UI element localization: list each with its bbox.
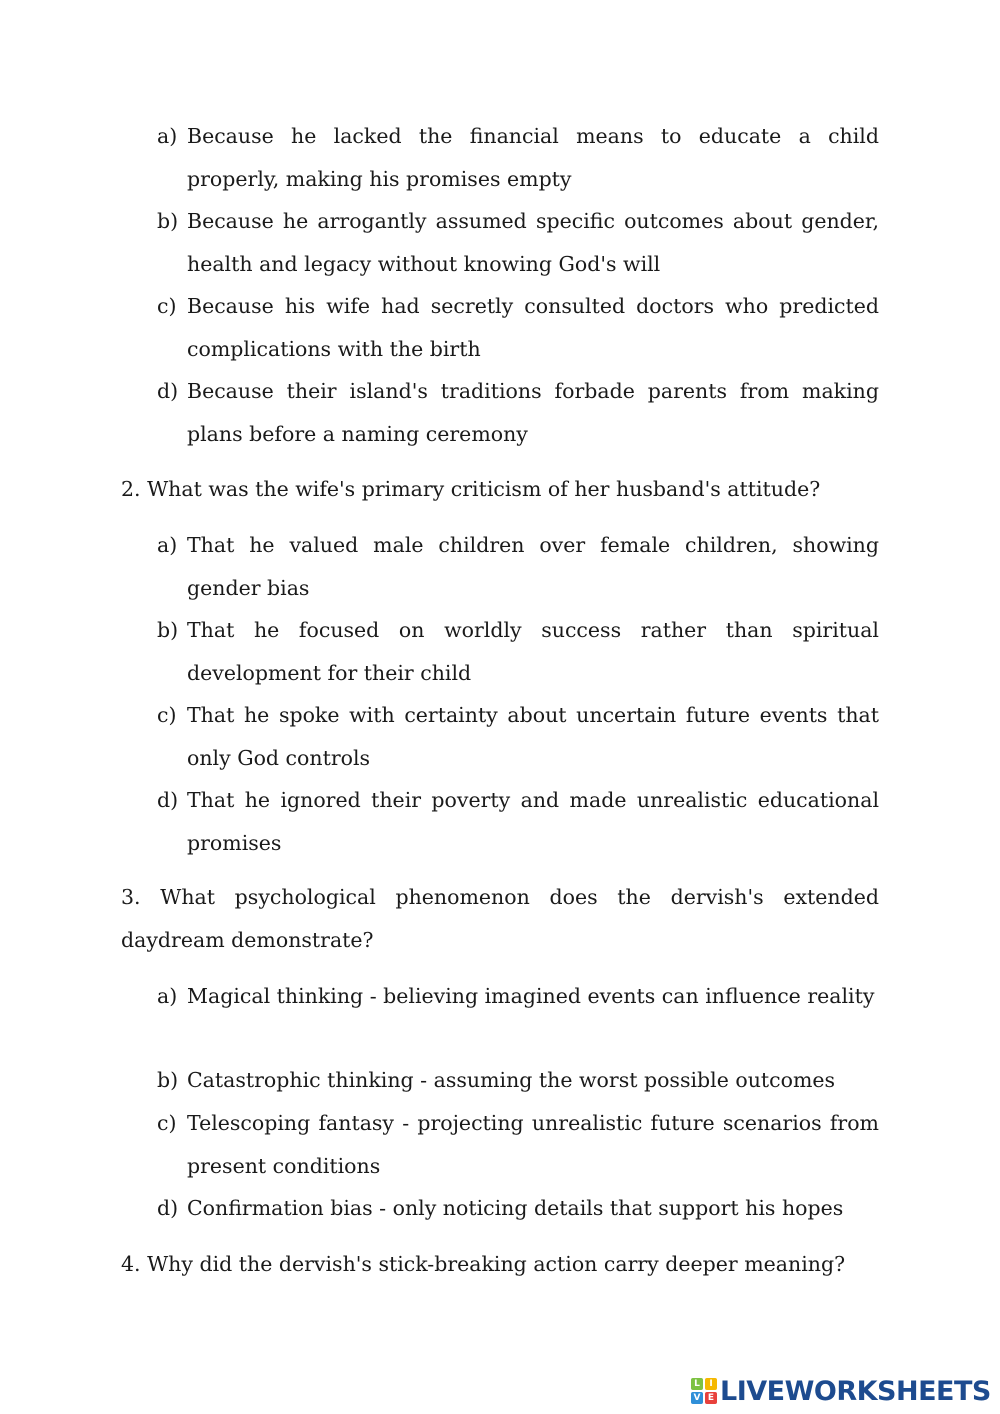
logo-tile: I: [705, 1378, 717, 1390]
option-letter: c): [157, 703, 177, 727]
option-letter: d): [157, 788, 179, 812]
option-letter: d): [157, 379, 179, 403]
option-text: Telescoping fantasy - projecting unrealistic future scenarios from present conditions: [187, 1111, 879, 1178]
option-text: That he focused on worldly success rather than spiritual development for their child: [187, 618, 879, 685]
option-letter: b): [157, 209, 179, 233]
q2-option-c: [157, 694, 879, 779]
option-letter: c): [157, 1111, 177, 1135]
option-letter: a): [157, 533, 178, 557]
question-2: 2. What was the wife's primary criticism of her husband's attitude?: [121, 477, 821, 501]
option-letter: c): [157, 294, 177, 318]
option-text: Magical thinking - believing imagined events can influence reality: [187, 984, 875, 1008]
logo-tiles-icon: [691, 1378, 717, 1404]
q3-option-b: [157, 1059, 879, 1102]
option-text: That he spoke with certainty about uncertain future events that only God controls: [187, 703, 879, 770]
logo-tile: L: [691, 1378, 703, 1390]
logo-tile: E: [705, 1392, 717, 1404]
option-text: Catastrophic thinking - assuming the worst possible outcomes: [187, 1068, 836, 1092]
q3-option-a: [157, 975, 879, 1018]
option-text: Because his wife had secretly consulted doctors who predicted complications with the birth: [187, 294, 879, 361]
option-text: Because he arrogantly assumed specific outcomes about gender, health and legacy without knowing God's will: [187, 209, 879, 276]
q1-option-b: [157, 200, 879, 285]
q3-option-c: [157, 1102, 879, 1187]
option-letter: b): [157, 1068, 179, 1092]
q1-option-d: [157, 370, 879, 455]
option-text: That he ignored their poverty and made unrealistic educational promises: [187, 788, 879, 855]
option-letter: d): [157, 1196, 179, 1220]
q2-option-b: [157, 609, 879, 694]
option-text: Because their island's traditions forbade parents from making plans before a naming ceremony: [187, 379, 879, 446]
question-3: 3. What psychological phenomenon does the dervish's extended daydream demonstrate?: [121, 885, 879, 952]
liveworksheets-logo: [691, 1376, 991, 1406]
logo-tile: V: [691, 1392, 703, 1404]
option-letter: a): [157, 984, 178, 1008]
q2-option-a: [157, 524, 879, 609]
q1-option-a: [157, 115, 879, 200]
option-letter: a): [157, 124, 178, 148]
logo-text: LIVEWORKSHEETS: [720, 1375, 991, 1407]
option-text: Because he lacked the financial means to educate a child properly, making his promises empty: [187, 124, 879, 191]
q2-option-d: [157, 779, 879, 864]
option-text: That he valued male children over female children, showing gender bias: [187, 533, 879, 600]
option-text: Confirmation bias - only noticing details that support his hopes: [187, 1196, 844, 1220]
q1-option-c: [157, 285, 879, 370]
option-letter: b): [157, 618, 179, 642]
q3-option-d: [157, 1187, 879, 1230]
question-4: 4. Why did the dervish's stick-breaking action carry deeper meaning?: [121, 1252, 846, 1276]
